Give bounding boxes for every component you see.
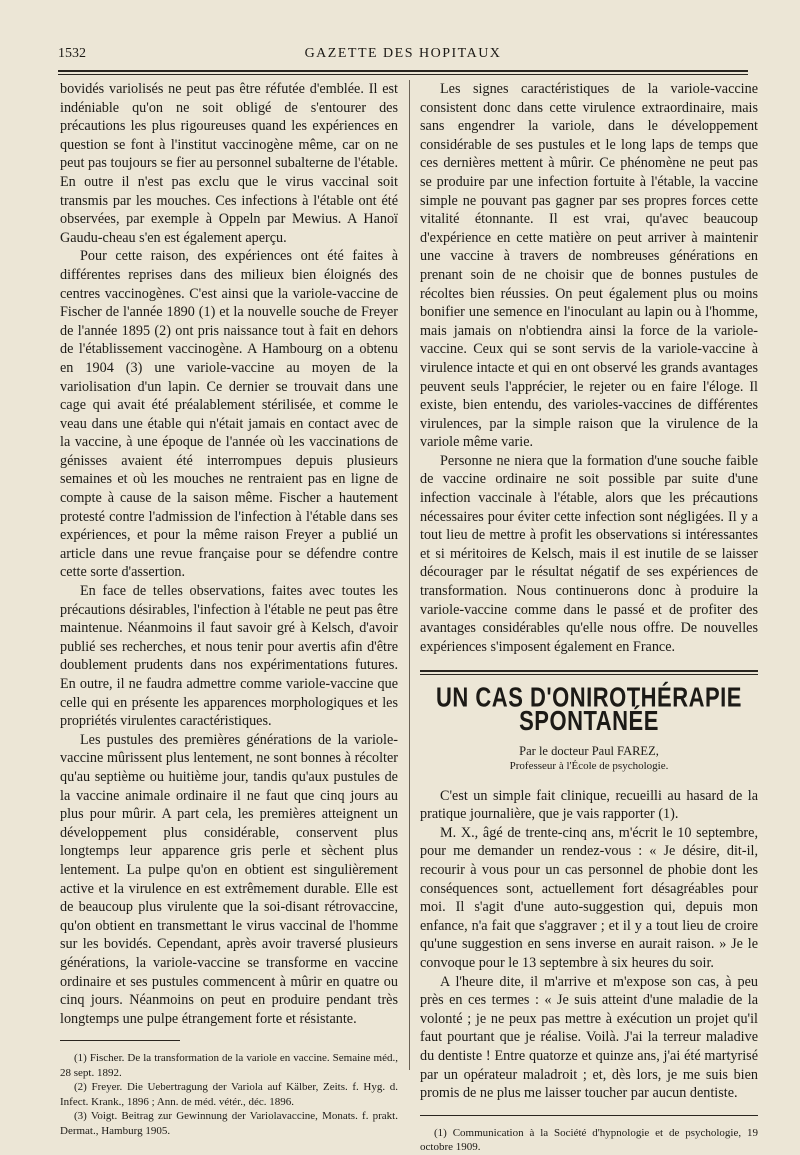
paragraph: A l'heure dite, il m'arrive et m'expose son cas, à peu près en ces termes : « Je suis atteint d'une maladie de la volonté ; je ne peux pas mettre à exécution un projet qu'il faut pourtant que je réalise. Voilà. J'ai la terreur maladive du dentiste ! Entre quatorze et quinze ans, j'ai été martyrisé par un opérateur maladroit ; et, dès lors, je me suis bien promis de ne plus me laisser toucher par aucun dentiste. bbox=[420, 973, 758, 1102]
footnote-rule bbox=[420, 1115, 758, 1116]
footnote: (1) Communication à la Société d'hypnologie et de psychologie, 19 octobre 1909. bbox=[420, 1126, 758, 1154]
page-number: 1532 bbox=[58, 46, 86, 61]
section-rule-thin bbox=[420, 674, 758, 675]
header-rule bbox=[58, 70, 748, 72]
paragraph: Personne ne niera que la formation d'une souche faible de vaccine ordinaire ne soit possible par suite d'une infection vaccinale à l'étable, alors que les précautions nécessaires pour éviter cette infection sont négligées. Il y a tout lieu de mettre à profit les observations si intéressantes et si méritoires de Kelsch, mais il est inutile de se laisser décourager par le résultat négatif de ses expériences de transformation. Nous continuerons donc à produire la variole-vaccine comme dans le passé et de profiter des avantages considérables qu'elle nous offre. De nouvelles expériences s'imposent également en France. bbox=[420, 452, 758, 655]
paragraph: bovidés variolisés ne peut pas être réfutée d'emblée. Il est indéniable qu'on ne soit obligé de s'entourer des précautions les plus rigoureuses quand les expériences en question se font à l'institut vaccinogène même, car on ne peut pas toujours se fier au personnel subalterne de l'étable. En outre il n'est pas exclu que le virus vaccinal soit transmis par les mouches. Ces infections à l'étable ont été observées, par exemple à Oppeln par Mewius. A Hanoï Gaudu-cheau s'en est également aperçu. bbox=[60, 81, 398, 246]
footnotes bbox=[420, 1126, 758, 1155]
paragraph: Les pustules des premières générations de la variole-vaccine mûrissent plus lentement, ne sont bonnes à récolter qu'au septième ou huitième jour, tandis qu'aux pustules de la vaccine animale ordinaire il ne faut que cinq jours au plus pour mûrir. A part cela, les premières atteignent un développement plus considérable, conservent plus longtemps leur apparence gris perle et sèchent plus lentement. La pulpe qu'on en obtient est singulièrement active et la virulence en est extrêmement durable. Elle est de beaucoup plus virulente que la soi-disant rétrovaccine, qu'on obtient en transmettant le virus vaccinal de l'homme sur les bovidés. Cependant, après avoir traversé plusieurs générations, la variole-vaccine se transforme en vaccine ordinaire et ses pustules commencent à mûrir en quatre ou cinq jours. Néanmoins on peut en produire pendant très longtemps une pulpe étrangement forte et résistante. bbox=[60, 731, 398, 1027]
paragraph: Les signes caractéristiques de la variole-vaccine consistent donc dans cette virulence extraordinaire, mais sans engendrer la variole, dans le développement considérable de ses pustules et le long laps de temps que ces dernières mettent à mûrir. Ce phénomène ne peut pas se produire par une infection fortuite à l'étable, la vaccine simple ne pouvant pas gagner par ses propres forces cette vitalité étonnante. Il est vrai, qu'avec beaucoup d'expérience en cette matière on peut arriver à maintenir une vaccine à travers de nombreuses générations en prenant soin de ne choisir que de bonnes pustules de récoltes bien réussies. On peut également plus ou moins bonifier une semence en l'inoculant au lapin ou à l'homme, mais jamais on n'obtiendra ainsi la force de la variole-vaccine. Ceux qui se sont servis de la variole-vaccine à virulence intacte et qui en ont observé les grands avantages peuvent seuls l'apprécier, le rejeter ou en faire l'éloge. Il existe, bien entendu, des varioles-vaccines de différentes virulences, par la simple raison que la virulence de la variole même varie. bbox=[420, 81, 758, 451]
paragraph: M. X., âgé de trente-cinq ans, m'écrit le 10 septembre, pour me demander un rendez-vous : « Je désire, dit-il, recourir à vous pour un cas personnel de phobie dont les conséquences sont, actuellement fort désagréables pour moi. Il s'agit d'une auto-suggestion qui, depuis mon enfance, n'a fait que s'aggraver ; et il y a tout lieu de croire qu'une suggestion en sens inverse en aurait raison. » Je le convoque pour le 13 septembre à six heures du soir. bbox=[420, 824, 758, 971]
header-rule-thin bbox=[58, 74, 748, 75]
paragraph: En face de telles observations, faites avec toutes les précautions désirables, l'infection à l'étable ne peut pas être maintenue. Néanmoins il faut savoir gré à Kelsch, d'avoir publié ses recherches, et nous tenir pour avertis afin d'être doublement prudents dans nos expérimentations futures. En outre, il ne faudra admettre comme variole-vaccine que celle qui en présente les apparences morphologiques et les propriétés virulentes caractéristiques. bbox=[60, 583, 398, 730]
paragraph: Pour cette raison, des expériences ont été faites à différentes reprises dans des milieux bien éloignés des centres vaccinogènes. C'est ainsi que la variole-vaccine de Fischer de l'année 1890 (1) et la nouvelle souche de Freyer de l'année 1895 (2) ont pris naissance tout à fait en dehors de l'établissement vaccinogène. A Hambourg on a obtenu en 1904 (3) une variole-vaccine au moyen de la variolisation d'un lapin. Ce dernier se trouvait dans une cage qui avait été préalablement stérilisée, et comme le veau dans une étable qui n'était jamais en contact avec de la vaccine, à une époque de l'année où les vaccinations de génisses avaient été interrompues depuis plusieurs semaines et où les mouches ne rentraient pas en ligne de compte à cause de la saison même. Fischer a hautement protesté contre l'admission de l'infection à l'étable dans ses expériences, et pour la même raison Freyer a publié un article dans une revue française pour se défendre contre cette sorte d'assertion. bbox=[60, 248, 398, 581]
section-rule bbox=[420, 670, 758, 672]
article-title: UN CAS D'ONIROTHÉRAPIE SPONTANÉE bbox=[436, 681, 742, 737]
page-header bbox=[58, 44, 748, 66]
left-column bbox=[60, 80, 398, 1138]
footnote-rule bbox=[60, 1040, 180, 1041]
right-column bbox=[420, 80, 758, 1155]
journal-title: GAZETTE DES HOPITAUX bbox=[304, 46, 502, 61]
byline: Par le docteur Paul FAREZ, bbox=[519, 743, 659, 758]
column-divider bbox=[409, 80, 410, 1070]
paragraph: C'est un simple fait clinique, recueilli au hasard de la pratique journalière, que je vais rapporter (1). bbox=[420, 787, 758, 823]
footnote: (3) Voigt. Beitrag zur Gewinnung der Variolavaccine, Monats. f. prakt. Dermat., Hamburg 1905. bbox=[60, 1110, 398, 1137]
author-affiliation: Professeur à l'École de psychologie. bbox=[509, 759, 669, 772]
footnote: (2) Freyer. Die Uebertragung der Variola auf Kälber, Zeits. f. Hyg. d. Infect. Krank., 1896 ; Ann. de méd. vétér., déc. 1896. bbox=[60, 1081, 398, 1108]
footnotes bbox=[60, 1051, 398, 1138]
footnote: (1) Fischer. De la transformation de la variole en vaccine. Semaine méd., 28 sept. 1892. bbox=[60, 1052, 398, 1079]
